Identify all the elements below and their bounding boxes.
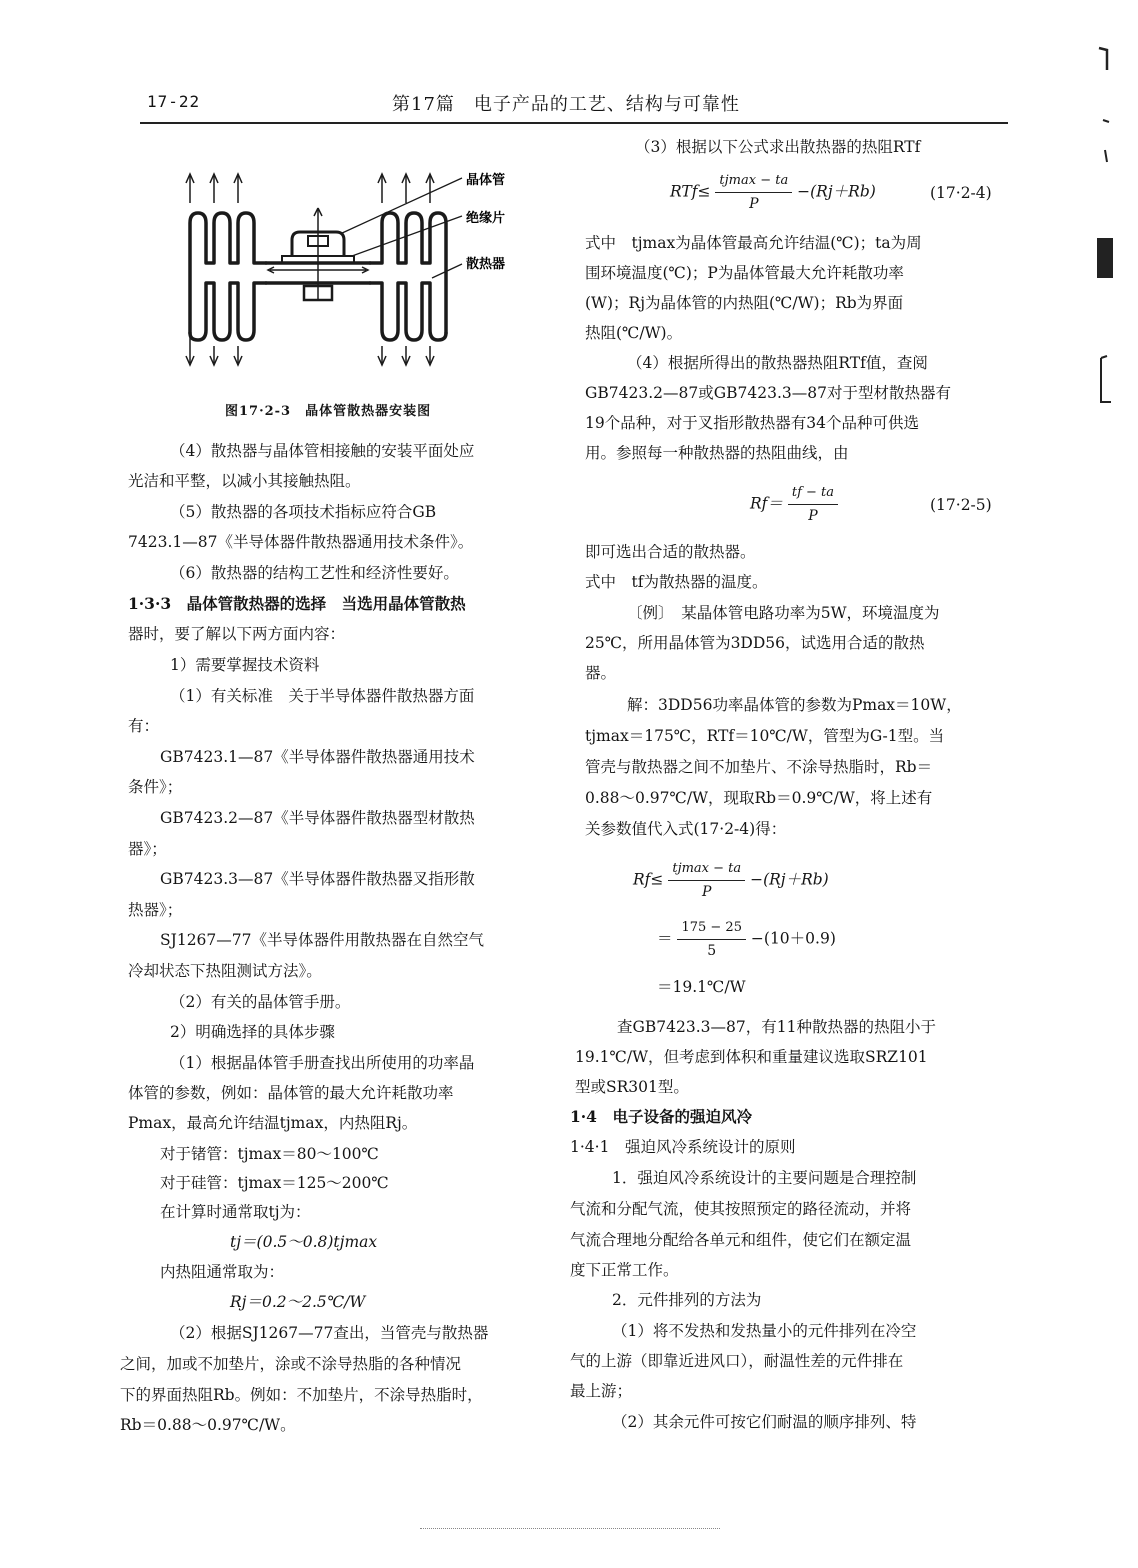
eq-rest: −(Rj＋Rb)	[750, 870, 829, 889]
page-number: 17-22	[147, 92, 201, 111]
equation-number: (17·2-5)	[930, 496, 992, 514]
paragraph-line: 查GB7423.3—87，有11种散热器的热阻小于	[617, 1018, 936, 1036]
paragraph-line: GB7423.3—87《半导体器件散热器叉指形散	[160, 870, 475, 888]
paragraph-line: 围环境温度(℃)；P为晶体管最大允许耗散功率	[585, 264, 904, 282]
paragraph-line: 19个品种，对于叉指形散热器有34个品种可供选	[585, 414, 919, 432]
paragraph-line: 管壳与散热器之间不加垫片、不涂导热脂时，Rb＝	[585, 758, 933, 776]
paragraph-line: 2）明确选择的具体步骤	[170, 1023, 335, 1041]
paragraph-line: tjmax＝175℃，RTf＝10℃/W，管型为G-1型。当	[585, 727, 945, 745]
paragraph-line: （5）散热器的各项技术指标应符合GB	[170, 503, 437, 521]
paragraph-line: (W)；Rj为晶体管的内热阻(℃/W)；Rb为界面	[585, 294, 904, 312]
eq-fraction	[668, 858, 745, 903]
paragraph-line: 热阻(℃/W)。	[585, 324, 683, 342]
formula: Rj＝0.2～2.5℃/W	[230, 1293, 366, 1311]
paragraph-line: GB7423.2—87或GB7423.3—87对于型材散热器有	[585, 384, 951, 402]
paragraph-line: Pmax，最高允许结温tjmax，内热阻Rj。	[128, 1114, 418, 1132]
section-heading: 1·3·3 晶体管散热器的选择 当选用晶体管散热	[128, 594, 466, 613]
paragraph-line: （4）散热器与晶体管相接触的安装平面处应	[170, 442, 475, 460]
paragraph-line: 气流合理地分配给各单元和组件，使它们在额定温	[570, 1231, 912, 1249]
chapter-title: 第17篇 电子产品的工艺、结构与可靠性	[392, 94, 740, 115]
eq-lhs: RTf≤	[670, 182, 711, 201]
section-heading: 1·4 电子设备的强迫风冷	[570, 1107, 752, 1126]
eq-numerator: 175 − 25	[677, 917, 746, 940]
paragraph-line: SJ1267—77《半导体器件用散热器在自然空气	[160, 931, 485, 949]
paragraph-line: 〔例〕 某晶体管电路功率为5W，环境温度为	[627, 604, 940, 622]
eq-denominator: P	[808, 508, 818, 524]
eq-fraction	[677, 917, 746, 962]
paragraph-line: 条件》；	[128, 778, 183, 796]
paragraph-line: 光洁和平整，以减小其接触热阻。	[128, 472, 361, 490]
eq-numerator: tf − ta	[788, 482, 838, 505]
paragraph-line: （3）根据以下公式求出散热器的热阻RTf	[635, 138, 921, 156]
paragraph-line: 式中 tjmax为晶体管最高允许结温(℃)；ta为周	[585, 234, 922, 252]
eq-fraction	[788, 482, 838, 527]
eq-denominator: 5	[707, 943, 717, 959]
eq-rest: −(Rj＋Rb)	[797, 182, 876, 201]
eq-denominator: P	[702, 884, 712, 900]
paragraph-line: 0.88～0.97℃/W，现取Rb＝0.9℃/W，将上述有	[585, 789, 933, 807]
header-rule	[140, 122, 1008, 124]
subsection-heading: 1·4·1 强迫风冷系统设计的原则	[570, 1138, 796, 1156]
paragraph-line: 器》；	[128, 840, 167, 858]
paragraph-line: 下的界面热阻Rb。例如：不加垫片，不涂导热脂时，	[120, 1386, 483, 1404]
paragraph-line: 有：	[128, 717, 160, 735]
heatsink-diagram	[170, 168, 550, 368]
paragraph-line: 7423.1—87《半导体器件散热器通用技术条件》。	[128, 533, 474, 551]
paragraph-line: 1）需要掌握技术资料	[170, 656, 320, 674]
paragraph-line: 关参数值代入式(17·2-4)得：	[585, 820, 787, 838]
paragraph-line: 器时，要了解以下两方面内容：	[128, 625, 346, 643]
paragraph-line: 最上游；	[570, 1382, 633, 1400]
eq-fraction	[715, 170, 792, 215]
scan-margin-marks	[1085, 40, 1125, 420]
paragraph-line: 19.1℃/W，但考虑到体积和重量建议选取SRZ101	[575, 1048, 928, 1066]
paragraph-line: 冷却状态下热阻测试方法》。	[128, 962, 322, 980]
paragraph-line: 在计算时通常取tj为：	[160, 1203, 311, 1221]
paragraph-line: （1）将不发热和发热量小的元件排列在冷空	[612, 1322, 917, 1340]
equation-17-2-4	[670, 170, 876, 215]
paragraph-line: 用。参照每一种散热器的热阻曲线，由	[585, 444, 849, 462]
equation-number: (17·2-4)	[930, 184, 992, 202]
paragraph-line: 25℃，所用晶体管为3DD56，试选用合适的散热	[585, 634, 925, 652]
paragraph-line: 之间，加或不加垫片，涂或不涂导热脂的各种情况	[120, 1355, 462, 1373]
eq-numerator: tjmax − ta	[668, 858, 745, 881]
paragraph-line: （1）有关标准 关于半导体器件散热器方面	[170, 687, 475, 705]
paragraph-line: 对于硅管：tjmax＝125～200℃	[160, 1174, 389, 1192]
paragraph-line: Rb＝0.88～0.97℃/W。	[120, 1416, 296, 1434]
label-transistor: 晶体管	[466, 173, 506, 188]
calc-line-2	[657, 917, 836, 962]
paragraph-line: 气流和分配气流，使其按照预定的路径流动，并将	[570, 1200, 912, 1218]
paragraph-line: （4）根据所得出的散热器热阻RTf值，查阅	[627, 354, 928, 372]
paragraph-line: 解：3DD56功率晶体管的参数为Pmax＝10W，	[627, 696, 962, 714]
paragraph-line: 1．强迫风冷系统设计的主要问题是合理控制	[612, 1169, 917, 1187]
paragraph-line: GB7423.2—87《半导体器件散热器型材散热	[160, 809, 475, 827]
scan-bottom-mark	[420, 1528, 720, 1529]
paragraph-line: 对于锗管：tjmax＝80～100℃	[160, 1145, 379, 1163]
paragraph-line: （2）根据SJ1267—77查出，当管壳与散热器	[170, 1324, 489, 1342]
formula: tj＝(0.5～0.8)tjmax	[230, 1233, 378, 1251]
paragraph-line: 式中 tf为散热器的温度。	[585, 573, 768, 591]
paragraph-line: 度下正常工作。	[570, 1261, 679, 1279]
paragraph-line: 体管的参数，例如：晶体管的最大允许耗散功率	[128, 1084, 454, 1102]
paragraph-line: （1）根据晶体管手册查找出所使用的功率晶	[170, 1054, 475, 1072]
label-heatsink: 散热器	[466, 257, 506, 272]
paragraph-line: （2）其余元件可按它们耐温的顺序排列、特	[612, 1413, 917, 1431]
paragraph-line: 型或SR301型。	[575, 1078, 689, 1096]
figure-caption: 图17·2-3 晶体管散热器安装图	[225, 404, 432, 419]
label-insulator: 绝缘片	[466, 211, 506, 226]
eq-numerator: tjmax − ta	[715, 170, 792, 193]
paragraph-line: 即可选出合适的散热器。	[585, 543, 756, 561]
equation-17-2-5	[750, 482, 838, 527]
eq-lhs: Rf＝	[750, 494, 783, 513]
paragraph-line: 器。	[585, 664, 617, 682]
paragraph-line: （6）散热器的结构工艺性和经济性要好。	[170, 564, 459, 582]
eq-lhs: Rf≤	[633, 870, 664, 889]
paragraph-line: （2）有关的晶体管手册。	[170, 993, 351, 1011]
paragraph-line: GB7423.1—87《半导体器件散热器通用技术	[160, 748, 475, 766]
calc-line-3: ＝19.1℃/W	[657, 978, 746, 996]
eq-rest: −(10＋0.9)	[750, 929, 836, 948]
calc-line-1	[633, 858, 829, 903]
paragraph-line: 2．元件排列的方法为	[612, 1291, 762, 1309]
paragraph-line: 内热阻通常取为：	[160, 1263, 285, 1281]
eq-lhs: ＝	[657, 929, 673, 948]
paragraph-line: 热器》；	[128, 901, 183, 919]
paragraph-line: 气的上游（即靠近进风口），耐温性差的元件排在	[570, 1352, 904, 1370]
eq-denominator: P	[749, 196, 759, 212]
